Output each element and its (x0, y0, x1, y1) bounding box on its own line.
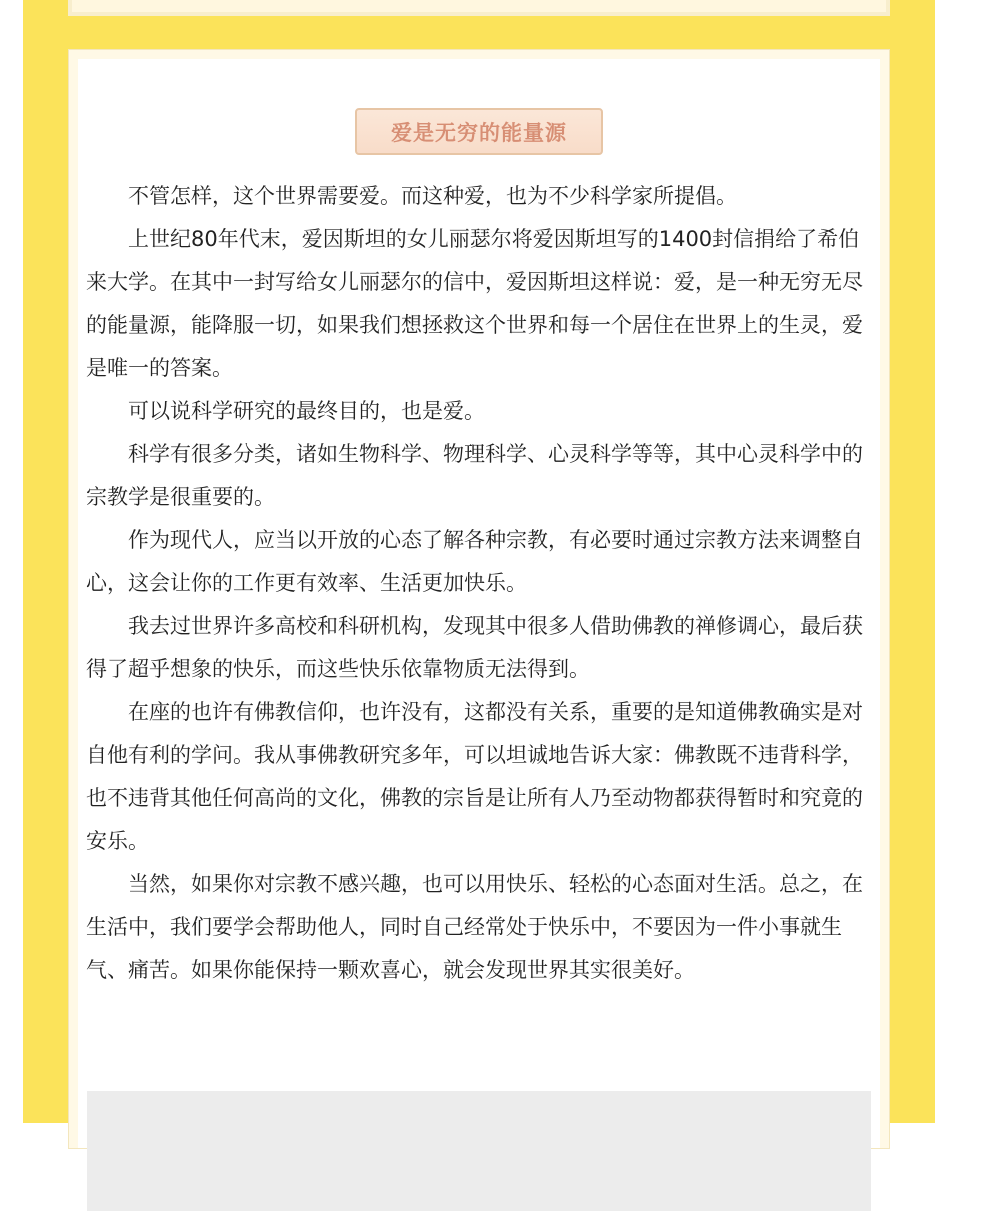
paragraph-4: 科学有很多分类，诸如生物科学、物理科学、心灵科学等等，其中心灵科学中的宗教学是很重要的。 (86, 442, 863, 509)
previous-card-bottom (68, 0, 890, 16)
section-title: 爱是无穷的能量源 (355, 108, 603, 155)
paragraph-3: 可以说科学研究的最终目的，也是爱。 (128, 399, 485, 423)
paragraph-2: 上世纪80年代末，爱因斯坦的女儿丽瑟尔将爱因斯坦写的1400封信捐给了希伯来大学。在其中一封写给女儿丽瑟尔的信中，爱因斯坦这样说：爱，是一种无穷无尽的能量源，能降服一切，如果我们想拯救这个世界和每一个居住在世界上的生灵，爱是唯一的答案。 (86, 227, 863, 380)
paragraph-7: 在座的也许有佛教信仰，也许没有，这都没有关系，重要的是知道佛教确实是对自他有利的学问。我从事佛教研究多年，可以坦诚地告诉大家：佛教既不违背科学，也不违背其他任何高尚的文化，佛教的宗旨是让所有人乃至动物都获得暂时和究竟的安乐。 (86, 700, 863, 853)
paragraph-6: 我去过世界许多高校和科研机构，发现其中很多人借助佛教的禅修调心，最后获得了超乎想象的快乐，而这些快乐依靠物质无法得到。 (86, 614, 863, 681)
article-body (86, 175, 874, 992)
paragraph-1: 不管怎样，这个世界需要爱。而这种爱，也为不少科学家所提倡。 (128, 184, 737, 208)
article-card (68, 49, 890, 1149)
bottom-gray-placeholder (87, 1091, 871, 1211)
paragraph-5: 作为现代人，应当以开放的心态了解各种宗教，有必要时通过宗教方法来调整自心，这会让你的工作更有效率、生活更加快乐。 (86, 528, 863, 595)
section-title-container (78, 108, 880, 158)
paragraph-8: 当然，如果你对宗教不感兴趣，也可以用快乐、轻松的心态面对生活。总之，在生活中，我们要学会帮助他人，同时自己经常处于快乐中，不要因为一件小事就生气、痛苦。如果你能保持一颗欢喜心，就会发现世界其实很美好。 (86, 872, 863, 982)
article-content-panel (78, 59, 880, 1148)
